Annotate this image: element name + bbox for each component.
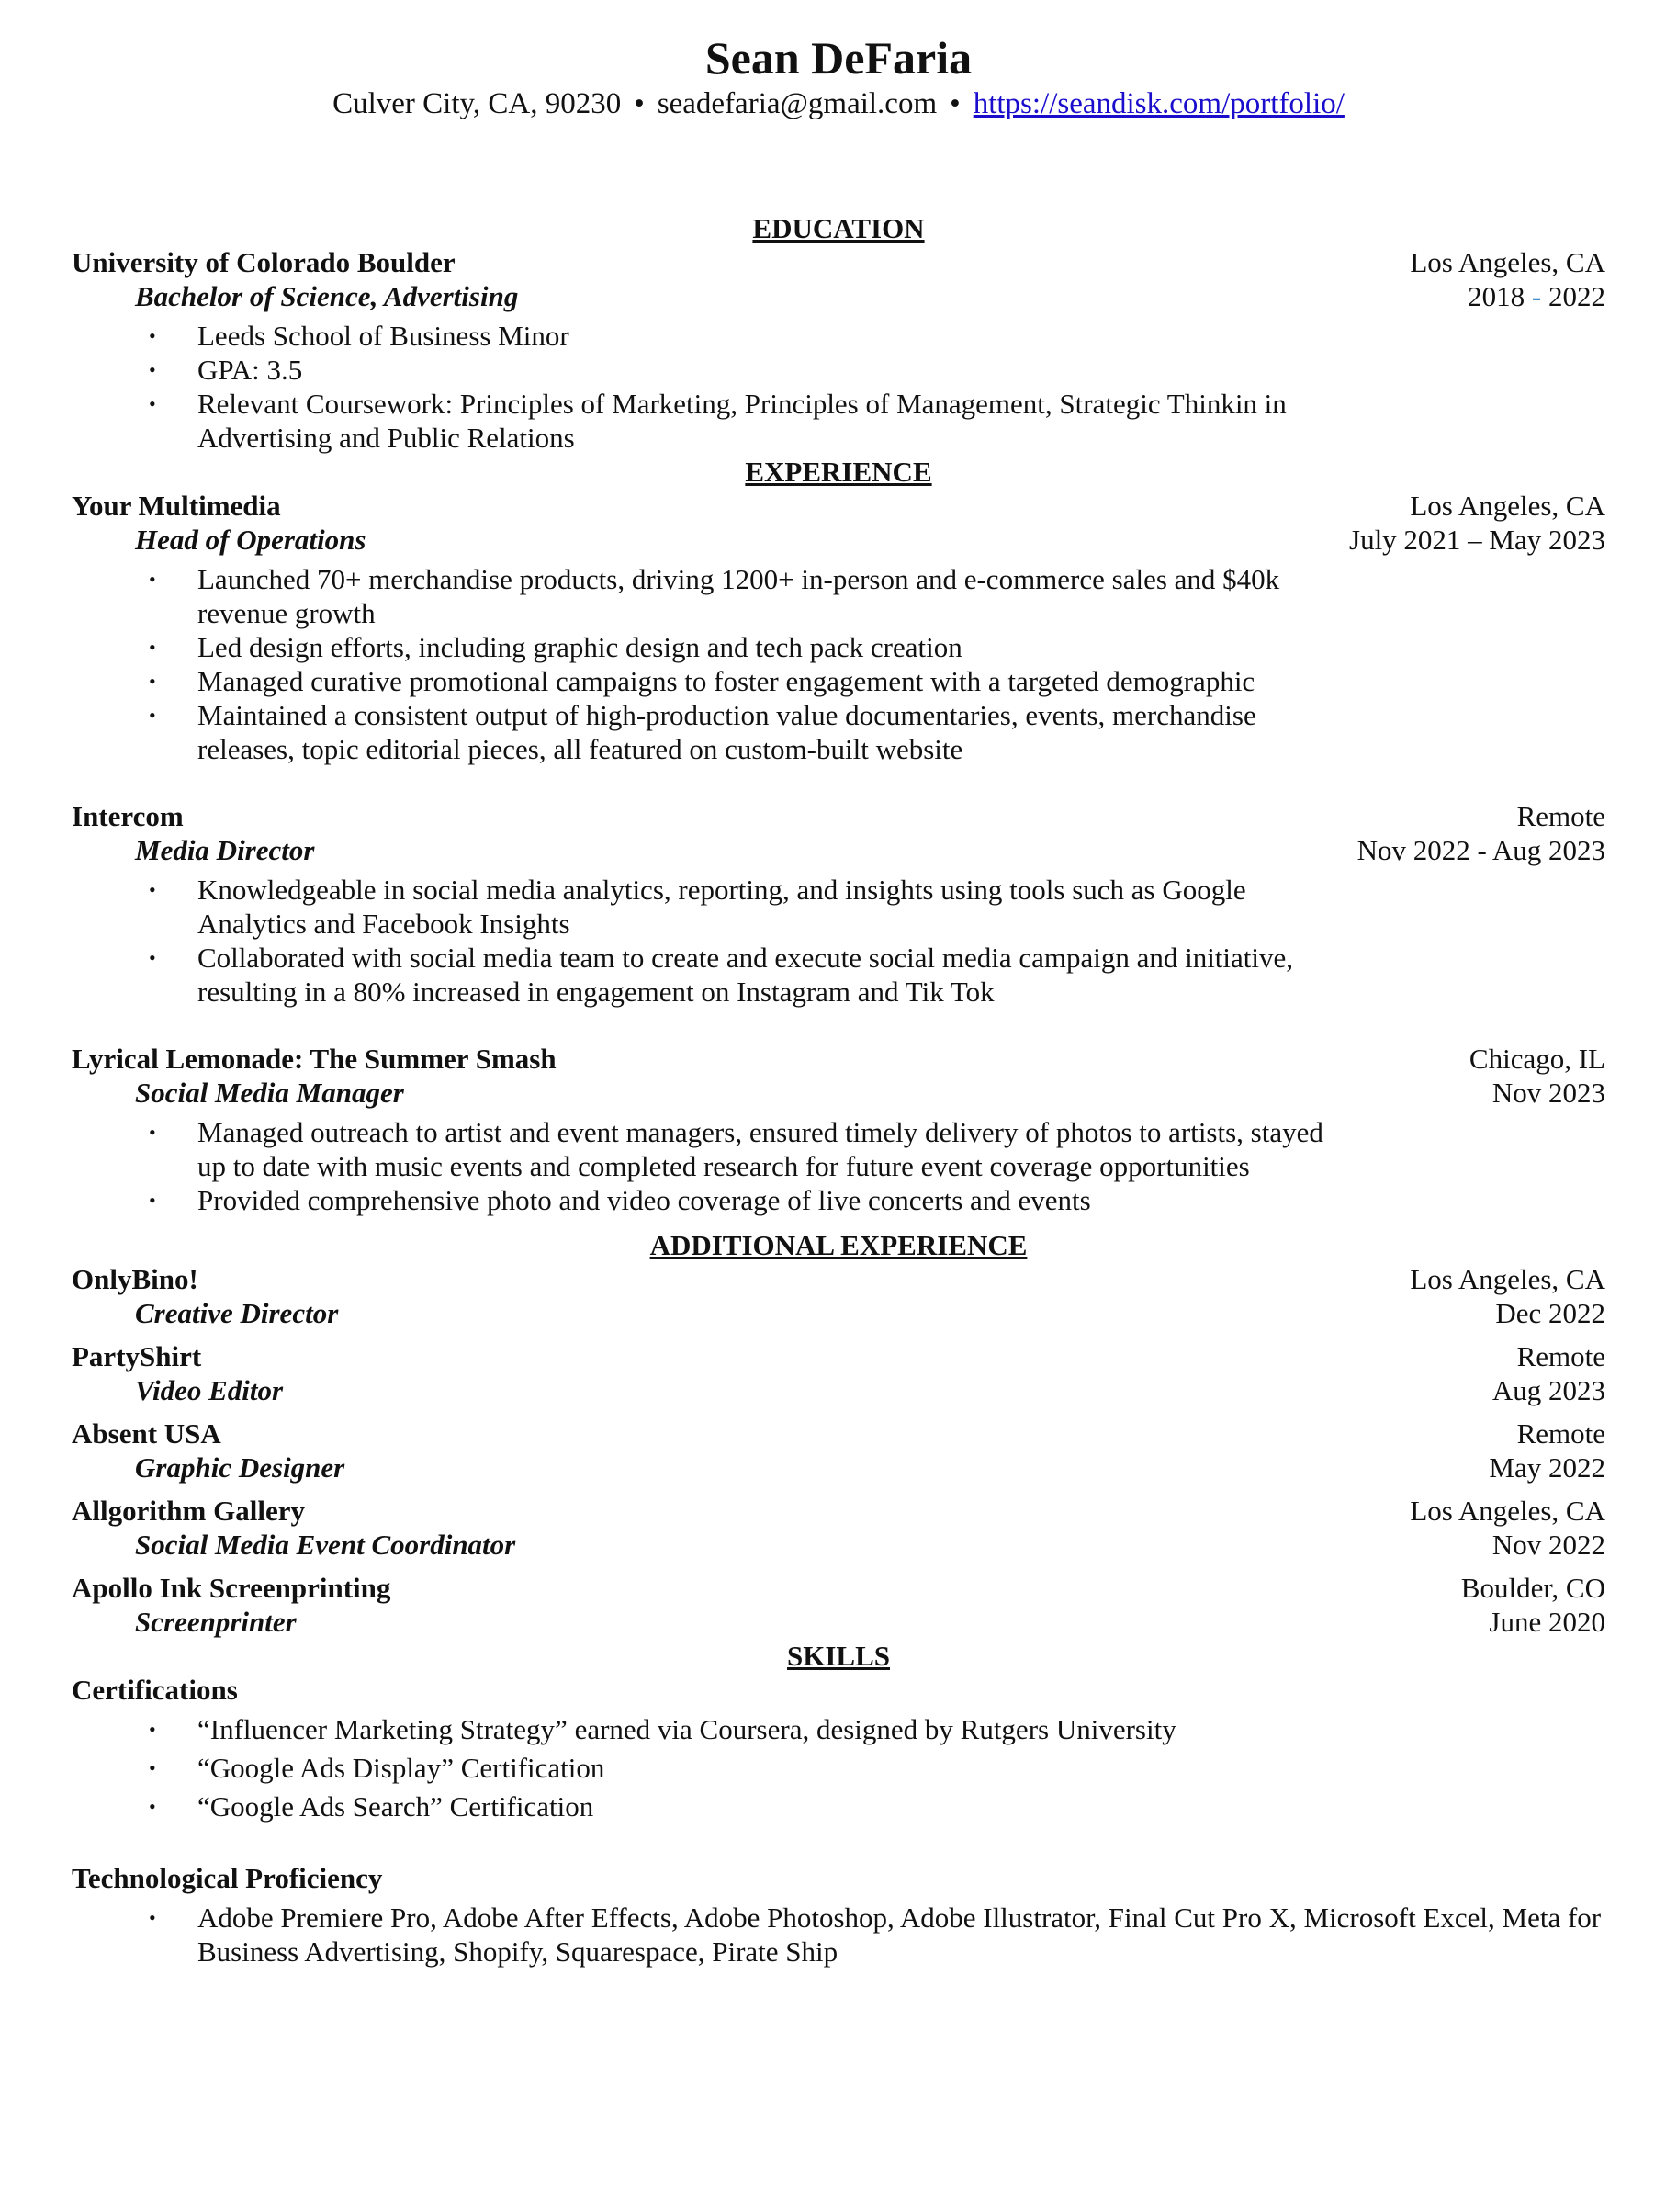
job-role: Head of Operations — [135, 524, 366, 556]
bullet-icon: • — [149, 636, 156, 659]
list-item — [72, 873, 1348, 941]
job-dates: Nov 2022 — [1491, 1529, 1605, 1561]
certifications-list — [72, 1712, 1605, 1823]
bullet-icon: • — [149, 1189, 156, 1212]
job-dates: July 2021 – May 2023 — [1349, 524, 1605, 556]
job-org: Your Multimedia — [72, 490, 281, 522]
list-item — [72, 630, 1348, 664]
list-item — [72, 353, 1348, 387]
list-item — [72, 664, 1348, 698]
list-item — [72, 319, 1348, 353]
education-entry — [72, 245, 1605, 455]
bullet-text: “Google Ads Display” Certification — [197, 1752, 605, 1784]
education-bullets — [72, 319, 1605, 455]
bullet-icon: • — [149, 878, 156, 901]
job-dates: Nov 2022 - Aug 2023 — [1356, 834, 1605, 866]
job-entry — [72, 1042, 1605, 1217]
job-dates: Nov 2023 — [1491, 1077, 1605, 1109]
contact-separator: • — [634, 87, 645, 120]
bullet-text: Knowledgeable in social media analytics, reporting, and insights using tools such as Google Analytics and Facebook Insights — [197, 874, 1246, 940]
list-item — [72, 562, 1348, 630]
additional-entry — [72, 1416, 1605, 1484]
list-item — [72, 941, 1348, 1009]
bullet-text: Maintained a consistent output of high-production value documentaries, events, merchandise releases, topic editorial pieces, all featured on custom-built website — [197, 699, 1256, 765]
bullet-icon: • — [149, 1718, 156, 1741]
contact-separator: • — [950, 87, 961, 120]
bullet-text: “Influencer Marketing Strategy” earned via Coursera, designed by Rutgers University — [197, 1713, 1176, 1745]
list-item — [72, 1751, 1605, 1785]
job-role: Media Director — [135, 834, 315, 866]
list-item — [72, 698, 1348, 766]
education-date-start: 2018 — [1468, 280, 1525, 312]
list-item — [72, 1115, 1348, 1183]
job-dates: Dec 2022 — [1495, 1297, 1605, 1329]
section-title-skills: SKILLS — [786, 1640, 890, 1672]
job-dates: May 2022 — [1489, 1451, 1605, 1484]
job-role: Screenprinter — [135, 1606, 297, 1638]
bullet-icon: • — [149, 1756, 156, 1779]
bullet-text: Managed outreach to artist and event managers, ensured timely delivery of photos to artists, stayed up to date with music events and completed research for future event coverage opportunities — [197, 1116, 1323, 1182]
portfolio-link[interactable]: https://seandisk.com/portfolio/ — [973, 87, 1345, 120]
contact-email: seadefaria@gmail.com — [657, 87, 938, 120]
bullet-icon: • — [149, 358, 156, 381]
section-title-additional-experience: ADDITIONAL EXPERIENCE — [649, 1229, 1028, 1261]
job-org: OnlyBino! — [72, 1263, 198, 1295]
bullet-text: Collaborated with social media team to create and execute social media campaign and initiative, resulting in a 80% increased in engagement on Instagram and Tik Tok — [197, 942, 1294, 1008]
job-role: Social Media Manager — [135, 1077, 404, 1109]
contact-line — [0, 85, 1677, 123]
job-location: Remote — [1516, 800, 1605, 832]
bullet-icon: • — [149, 324, 156, 347]
job-location: Boulder, CO — [1460, 1572, 1605, 1604]
bullet-icon: • — [149, 1906, 156, 1929]
job-bullets — [72, 562, 1605, 766]
job-dates: June 2020 — [1489, 1606, 1605, 1638]
job-location: Los Angeles, CA — [1410, 1263, 1605, 1295]
bullet-icon: • — [149, 392, 156, 415]
bullet-icon: • — [149, 1121, 156, 1144]
bullet-text: Adobe Premiere Pro, Adobe After Effects, Adobe Photoshop, Adobe Illustrator, Final Cut Pro X, Microsoft Excel, Meta for Business Advertising, Shopify, Squarespace, Pirate Ship — [197, 1902, 1602, 1968]
job-org: Absent USA — [72, 1417, 221, 1450]
job-role: Video Editor — [135, 1374, 284, 1406]
job-org: PartyShirt — [72, 1340, 202, 1372]
job-location: Los Angeles, CA — [1410, 490, 1605, 522]
education-date-end: 2022 — [1548, 280, 1605, 312]
job-dates: Aug 2023 — [1491, 1374, 1605, 1406]
job-location: Chicago, IL — [1469, 1043, 1605, 1075]
job-entry — [72, 489, 1605, 766]
education-date-dash: - — [1531, 280, 1542, 312]
bullet-icon: • — [149, 1795, 156, 1818]
candidate-name: Sean DeFaria — [704, 32, 973, 84]
tech-proficiency-heading: Technological Proficiency — [72, 1862, 383, 1894]
job-org: Intercom — [72, 800, 184, 832]
list-item — [72, 1789, 1605, 1823]
degree-title: Bachelor of Science, Advertising — [135, 280, 519, 312]
bullet-text: Managed curative promotional campaigns to foster engagement with a targeted demographic — [197, 665, 1255, 697]
certifications-heading: Certifications — [72, 1674, 238, 1706]
additional-entry — [72, 1571, 1605, 1639]
additional-entry — [72, 1262, 1605, 1330]
bullet-text: “Google Ads Search” Certification — [197, 1790, 594, 1823]
list-item — [72, 1712, 1605, 1746]
bullet-text: Relevant Coursework: Principles of Marketing, Principles of Management, Strategic Thinkin in Advertising and Public Relations — [197, 388, 1287, 454]
section-title-education: EDUCATION — [752, 212, 925, 244]
bullet-text: Provided comprehensive photo and video coverage of live concerts and events — [197, 1184, 1091, 1216]
job-bullets — [72, 873, 1605, 1009]
list-item — [72, 387, 1348, 455]
bullet-text: GPA: 3.5 — [197, 354, 303, 386]
bullet-text: Led design efforts, including graphic design and tech pack creation — [197, 631, 962, 663]
contact-location: Culver City, CA, 90230 — [332, 87, 622, 120]
job-location: Los Angeles, CA — [1410, 1495, 1605, 1527]
education-dates — [1468, 279, 1605, 313]
bullet-icon: • — [149, 946, 156, 969]
school-name: University of Colorado Boulder — [72, 246, 456, 278]
section-title-experience: EXPERIENCE — [745, 456, 932, 488]
job-role: Social Media Event Coordinator — [135, 1529, 516, 1561]
list-item — [72, 1183, 1348, 1217]
bullet-icon: • — [149, 568, 156, 591]
bullet-text: Leeds School of Business Minor — [197, 320, 569, 352]
job-org: Allgorithm Gallery — [72, 1495, 305, 1527]
job-role: Graphic Designer — [135, 1451, 345, 1484]
bullet-icon: • — [149, 670, 156, 693]
list-item — [72, 1901, 1605, 1969]
tech-proficiency-list — [72, 1901, 1605, 1969]
school-location: Los Angeles, CA — [1410, 246, 1605, 278]
additional-entry — [72, 1494, 1605, 1562]
job-location: Remote — [1516, 1340, 1605, 1372]
bullet-text: Launched 70+ merchandise products, driving 1200+ in-person and e-commerce sales and $40k revenue growth — [197, 563, 1280, 629]
additional-entry — [72, 1339, 1605, 1407]
bullet-icon: • — [149, 704, 156, 727]
job-bullets — [72, 1115, 1605, 1217]
job-role: Creative Director — [135, 1297, 339, 1329]
resume-body — [72, 211, 1605, 1969]
job-org: Lyrical Lemonade: The Summer Smash — [72, 1043, 557, 1075]
job-location: Remote — [1516, 1417, 1605, 1450]
job-entry — [72, 799, 1605, 1009]
job-org: Apollo Ink Screenprinting — [72, 1572, 391, 1604]
